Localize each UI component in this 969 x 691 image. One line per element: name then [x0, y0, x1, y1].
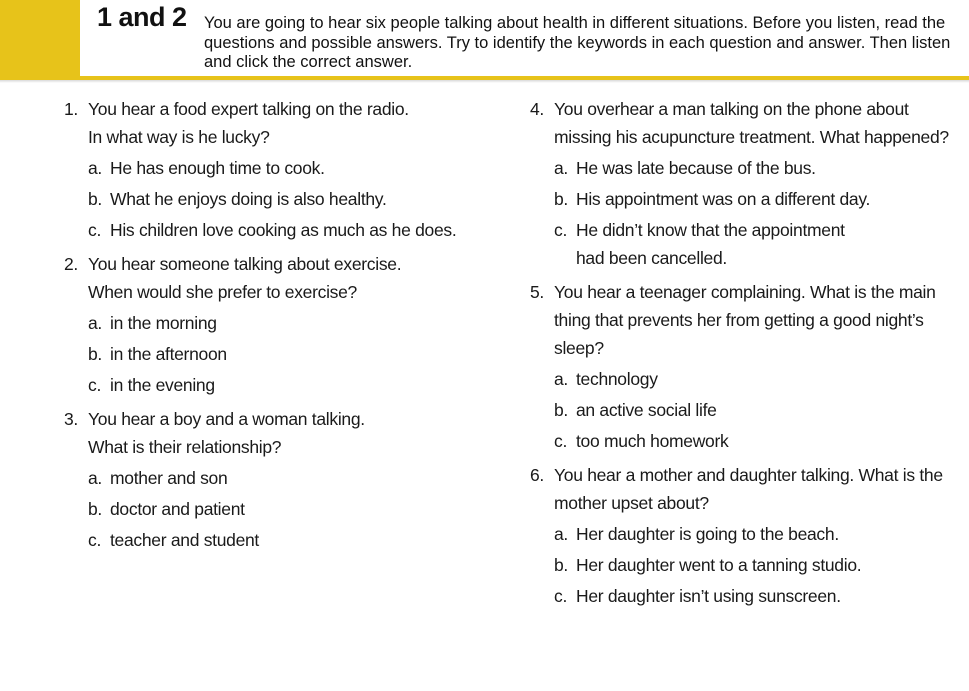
answer-option-4c[interactable]: [528, 216, 968, 244]
answer-option-3a[interactable]: [62, 464, 502, 492]
option-text: Her daughter went to a tanning studio.: [576, 555, 862, 575]
question-2: [62, 250, 502, 399]
question-text-line: In what way is he lucky?: [88, 127, 270, 147]
option-letter: a.: [88, 158, 102, 178]
question-number: 5.: [530, 282, 544, 302]
question-text-line: You hear a food expert talking on the radio.: [88, 99, 409, 119]
answer-option-6c[interactable]: [528, 582, 968, 610]
option-letter: b.: [88, 499, 102, 519]
option-letter: c.: [88, 220, 102, 240]
option-text: His appointment was on a different day.: [576, 189, 871, 209]
question-number: 3.: [64, 409, 78, 429]
option-text: in the evening: [110, 375, 215, 395]
answer-option-2c[interactable]: [62, 371, 502, 399]
option-text: teacher and student: [110, 530, 259, 550]
answer-option-6a[interactable]: [528, 520, 968, 548]
answer-option-1b[interactable]: [62, 185, 502, 213]
question-text-line: thing that prevents her from getting a good night’s: [554, 310, 924, 330]
question-text-line: You hear a mother and daughter talking. What is the: [554, 465, 943, 485]
answer-option-3b[interactable]: [62, 495, 502, 523]
option-letter: a.: [554, 524, 568, 544]
answer-option-5b[interactable]: [528, 396, 968, 424]
question-text-line: You hear a boy and a woman talking.: [88, 409, 365, 429]
questions-column-right: [528, 95, 968, 610]
option-letter: c.: [554, 431, 568, 451]
option-text: doctor and patient: [110, 499, 245, 519]
option-text: in the afternoon: [110, 344, 227, 364]
option-letter: b.: [554, 555, 568, 575]
question-text-line: mother upset about?: [554, 493, 709, 513]
option-text: an active social life: [576, 400, 717, 420]
option-letter: b.: [554, 189, 568, 209]
question-number: 2.: [64, 254, 78, 274]
question-text-line: sleep?: [554, 338, 604, 358]
option-letter: b.: [88, 189, 102, 209]
question-text-line: When would she prefer to exercise?: [88, 282, 357, 302]
option-text: Her daughter isn’t using sunscreen.: [576, 586, 841, 606]
option-letter: c.: [554, 220, 568, 240]
option-letter: c.: [554, 586, 568, 606]
header: [0, 0, 969, 80]
answer-option-1c[interactable]: [62, 216, 502, 244]
option-letter: a.: [88, 468, 102, 488]
answer-option-1a[interactable]: [62, 154, 502, 182]
option-letter: a.: [554, 158, 568, 178]
option-text-continuation: had been cancelled.: [576, 248, 727, 268]
answer-option-4b[interactable]: [528, 185, 968, 213]
questions-column-left: [62, 95, 502, 554]
answer-option-2a[interactable]: [62, 309, 502, 337]
option-letter: c.: [88, 530, 102, 550]
exercise-title: 1 and 2: [97, 2, 187, 32]
header-accent-block: [0, 0, 80, 76]
answer-option-5c[interactable]: [528, 427, 968, 455]
option-text: His children love cooking as much as he does.: [110, 220, 457, 240]
option-text: Her daughter is going to the beach.: [576, 524, 839, 544]
option-text: technology: [576, 369, 658, 389]
option-text: He was late because of the bus.: [576, 158, 816, 178]
question-text-line: What is their relationship?: [88, 437, 282, 457]
option-letter: b.: [554, 400, 568, 420]
question-text-line: You hear a teenager complaining. What is the main: [554, 282, 936, 302]
answer-option-3c[interactable]: [62, 526, 502, 554]
answer-option-5a[interactable]: [528, 365, 968, 393]
option-text: mother and son: [110, 468, 228, 488]
option-letter: a.: [88, 313, 102, 333]
question-4: [528, 95, 968, 272]
answer-option-6b[interactable]: [528, 551, 968, 579]
option-text: He has enough time to cook.: [110, 158, 325, 178]
question-text-line: You hear someone talking about exercise.: [88, 254, 402, 274]
header-shadow: [0, 80, 969, 83]
question-3: [62, 405, 502, 554]
option-letter: c.: [88, 375, 102, 395]
question-5: [528, 278, 968, 455]
answer-option-2b[interactable]: [62, 340, 502, 368]
question-number: 1.: [64, 99, 78, 119]
option-text: He didn’t know that the appointment: [576, 220, 845, 240]
question-number: 4.: [530, 99, 544, 119]
question-text-line: missing his acupuncture treatment. What happened?: [554, 127, 949, 147]
question-number: 6.: [530, 465, 544, 485]
exercise-instructions: You are going to hear six people talking about health in different situations. Before you listen, read the questions and possible answers. Try to identify the keywords in each question and answer. Then listen and click the correct answer.: [204, 14, 951, 71]
option-letter: a.: [554, 369, 568, 389]
question-6: [528, 461, 968, 610]
option-letter: b.: [88, 344, 102, 364]
option-text: in the morning: [110, 313, 217, 333]
question-text-line: You overhear a man talking on the phone about: [554, 99, 909, 119]
option-text: too much homework: [576, 431, 729, 451]
question-1: [62, 95, 502, 244]
answer-option-4a[interactable]: [528, 154, 968, 182]
option-text: What he enjoys doing is also healthy.: [110, 189, 387, 209]
